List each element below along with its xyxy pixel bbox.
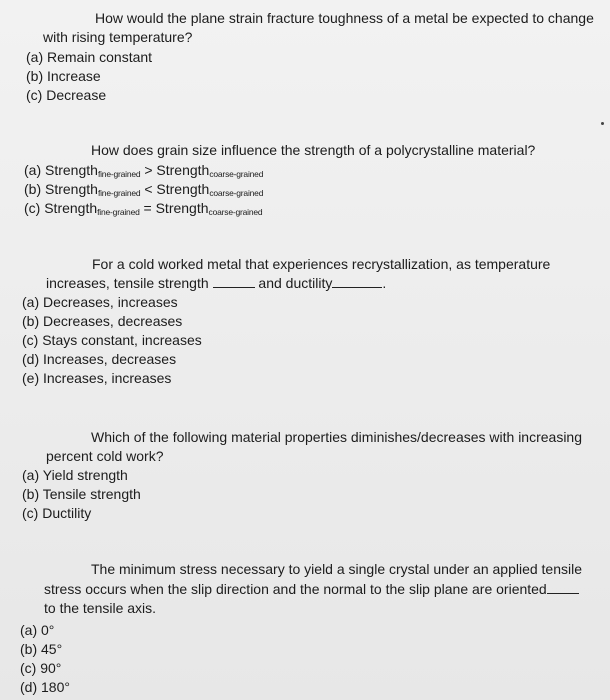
q1-option-c[interactable]: (c) Decrease: [26, 87, 107, 103]
q5-option-d[interactable]: (d) 180°: [20, 679, 70, 695]
q1-stem-line1: How would the plane strain fracture toughness of a metal be expected to change: [95, 10, 594, 26]
q2-option-a-sub2: coarse-grained: [209, 169, 264, 179]
q2-option-b-label: (b) Strength: [24, 181, 98, 197]
q1-option-b[interactable]: (b) Increase: [26, 68, 101, 84]
q3-blank-strength[interactable]: [213, 275, 255, 288]
q3-stem-line2-part1: increases, tensile strength: [46, 275, 209, 291]
q4-stem-line2: percent cold work?: [46, 448, 164, 464]
q1-stem-line2: with rising temperature?: [43, 29, 193, 45]
q2-option-c-op: = Strength: [139, 200, 209, 216]
q2-option-a-sub1: fine-grained: [97, 169, 141, 179]
q4-option-a[interactable]: (a) Yield strength: [22, 467, 128, 483]
q4-stem-line1: Which of the following material properties diminishes/decreases with increasing: [91, 429, 583, 445]
q3-option-a[interactable]: (a) Decreases, increases: [22, 294, 178, 310]
q2-option-c-sub2: coarse-grained: [208, 207, 263, 217]
q4-option-b[interactable]: (b) Tensile strength: [22, 486, 141, 502]
q3-stem-line1: For a cold worked metal that experiences recrystallization, as temperature: [92, 256, 551, 272]
scroll-dot-mark: [601, 122, 604, 125]
q3-option-c[interactable]: (c) Stays constant, increases: [22, 332, 202, 348]
q5-blank-orientation[interactable]: [547, 581, 579, 594]
q5-option-a[interactable]: (a) 0°: [20, 622, 55, 638]
q2-option-c-sub1: fine-grained: [97, 207, 140, 217]
q5-stem-line2-text: stress occurs when the slip direction and the normal to the slip plane are oriented: [44, 581, 547, 597]
q5-option-c[interactable]: (c) 90°: [20, 660, 62, 676]
q5-stem-line2: [44, 580, 579, 599]
q5-option-b[interactable]: (b) 45°: [20, 641, 63, 657]
q3-option-b[interactable]: (b) Decreases, decreases: [22, 313, 183, 329]
q4-option-c[interactable]: (c) Ductility: [22, 505, 92, 521]
q3-stem-line2: [46, 274, 386, 293]
q3-stem-line2-part2: and ductility: [258, 275, 333, 291]
q5-stem-line3: to the tensile axis.: [44, 600, 157, 616]
q3-stem-line2-part3: .: [382, 275, 387, 291]
q3-option-d[interactable]: (d) Increases, decreases: [22, 351, 177, 367]
q2-option-a-label: (a) Strength: [24, 162, 98, 178]
q2-option-c[interactable]: [24, 199, 262, 222]
q2-stem: How does grain size influence the strength of a polycrystalline material?: [91, 142, 536, 158]
q2-option-b-sub1: fine-grained: [97, 188, 141, 198]
q3-blank-ductility[interactable]: [332, 275, 382, 288]
q2-option-b-sub2: coarse-grained: [209, 188, 264, 198]
q2-option-b-op: < Strength: [140, 181, 210, 197]
q2-option-c-label: (c) Strength: [24, 200, 98, 216]
q5-stem-line1: The minimum stress necessary to yield a single crystal under an applied tensile: [91, 561, 583, 577]
q1-option-a[interactable]: (a) Remain constant: [26, 49, 153, 65]
q3-option-e[interactable]: (e) Increases, increases: [22, 370, 172, 386]
q2-option-a-op: > Strength: [140, 162, 210, 178]
